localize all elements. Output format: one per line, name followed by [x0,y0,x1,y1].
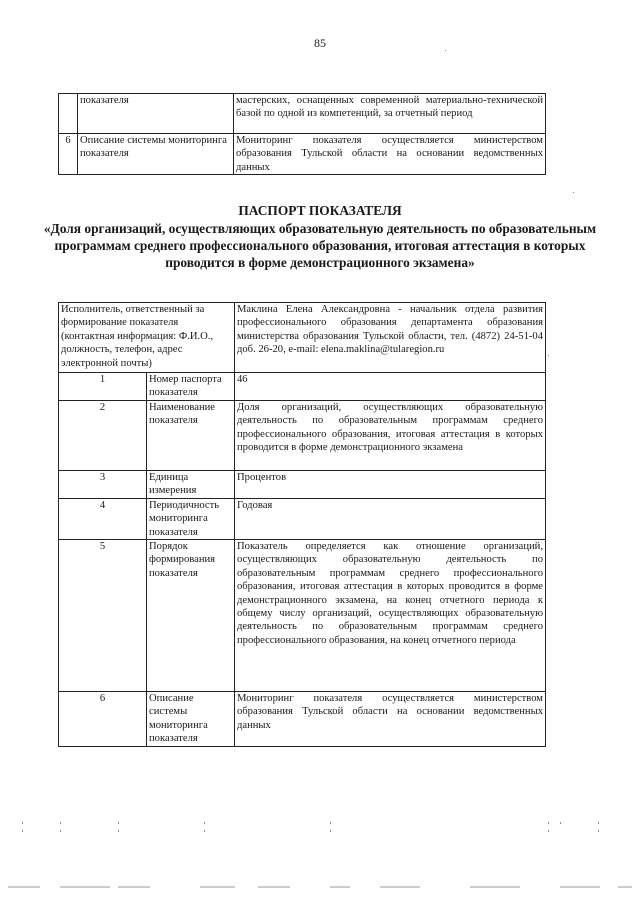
row-value: Процентов [235,471,546,499]
row-label: Единица измерения [147,471,235,499]
scan-dot [548,822,549,824]
row-label: показателя [78,94,234,134]
executor-label: Исполнитель, ответственный за формирование показателя (контактная информация: Ф.И.О., должность, телефон, адрес электронной почты) [59,303,235,373]
executor-value: Маклина Елена Александровна - начальник отдела развития профессионального образования департамента образования министерства образования Тульской области, тел. (4872) 24-51-04 доб. 26-20, e-mail: elena.maklina@tularegion.ru [235,303,546,373]
row-value: Годовая [235,498,546,539]
scan-dot [573,192,574,193]
row-label: Описание системы мониторинга показателя [147,692,235,747]
scan-dot [118,822,119,824]
row-value: Мониторинг показателя осуществляется министерством образования Тульской области на основании ведомственных данных [235,692,546,747]
scan-dot [204,830,205,832]
scan-dot [60,822,61,824]
page-number: 85 [314,36,326,50]
passport-title: ПАСПОРТ ПОКАЗАТЕЛЯ [238,203,402,218]
row-number: 6 [59,134,78,175]
row-value: 46 [235,373,546,401]
row-number: 3 [59,471,147,499]
row-number: 4 [59,498,147,539]
row-value: Доля организаций, осуществляющих образовательную деятельность по образовательным программам среднего профессионального образования, итоговая аттестация в которых проводится в форме демонстрационного экзамена [235,401,546,471]
scan-dot [598,822,599,824]
scan-dot [548,830,549,832]
scan-dot [204,822,205,824]
row-label: Периодичность мониторинга показателя [147,498,235,539]
row-value: мастерских, оснащенных современной материально-технической базой по одной из компетенций, за отчетный период [234,94,546,134]
row-label: Порядок формирования показателя [147,540,235,692]
scan-dot [60,830,61,832]
row-value: Мониторинг показателя осуществляется министерством образования Тульской области на основании ведомственных данных [234,134,546,175]
passport-subtitle: «Доля организаций, осуществляющих образовательную деятельность по образовательным программам среднего профессионального образования, итоговая аттестация в которых проводится в форме демонстрационного экзамена» [43,221,597,270]
scan-dot [330,822,331,824]
scan-dot [598,830,599,832]
row-label: Номер паспорта показателя [147,373,235,401]
row-value: Показатель определяется как отношение организаций, осуществляющих образовательную деятельность по образовательным программам среднего профессионального образования, итоговая аттестация в которых проводится в форме демонстрационного экзамена, на конец отчетного периода к общему числу организаций, осуществляющих образовательную деятельность по образовательным программам среднего профессионального образования, на конец отчетного периода [235,540,546,692]
row-number: 6 [59,692,147,747]
scan-dot [330,830,331,832]
scan-dot [22,830,23,832]
scan-dot [548,355,549,356]
scan-dot [118,830,119,832]
row-number: 2 [59,401,147,471]
row-number: 1 [59,373,147,401]
row-label: Описание системы мониторинга показателя [78,134,234,175]
scan-dot [22,822,23,824]
row-label: Наименование показателя [147,401,235,471]
scan-dot [560,822,561,824]
scan-dot [445,50,446,51]
row-number: 5 [59,540,147,692]
